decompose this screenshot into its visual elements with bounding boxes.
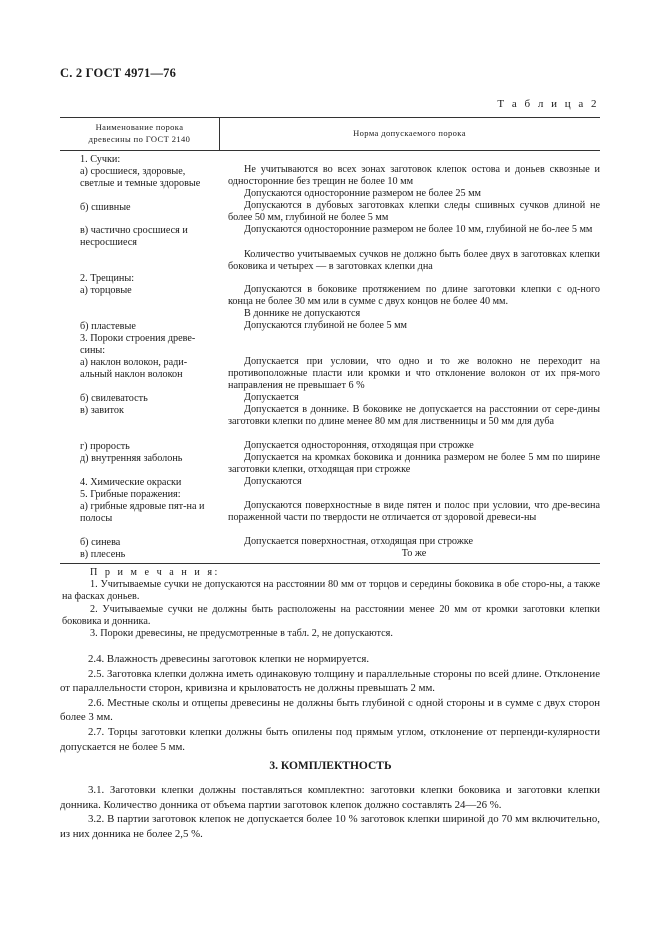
table-row-norm: В доннике не допускаются <box>244 308 361 319</box>
note-item: 1. Учитываемые сучки не допускаются на расстоянии 80 мм от торцов и середины боковика в обе сторо-ны, а также на фасках доньев. <box>62 579 600 603</box>
table-row-norm: Допускаются глубиной не более 5 мм <box>244 320 407 331</box>
note-item: 3. Пороки древесины, не предусмотренные в табл. 2, не допускаются. <box>90 628 393 640</box>
table-col2-header: Норма допускаемого порока <box>353 128 466 138</box>
table-row-label: б) синева <box>80 537 121 548</box>
table-header-rule <box>60 150 600 151</box>
table-row-norm: Допускаются односторонние размером не более 25 мм <box>244 188 481 199</box>
table-row-norm: Допускаются односторонние размером не более 10 мм, глубиной не бо-лее 5 мм <box>244 224 593 235</box>
table-top-rule <box>60 117 600 118</box>
table-row-label: а) торцовые <box>80 285 132 296</box>
table-row-norm: Допускается поверхностная, отходящая при строжке <box>244 536 474 547</box>
section-heading: 3. КОМПЛЕКТНОСТЬ <box>269 760 392 772</box>
table-row-label: г) прорость <box>80 441 130 452</box>
table-row-norm: Допускается при условии, что одно и то же волокно не переходит на противоположные пласти или кромки и что отклонение волокон от их пря-мого направления не превышает 6 % <box>228 356 600 391</box>
table-row-norm: Допускается в доннике. В боковике не допускается на расстоянии от сере-дины заготовки клепки по длине менее 80 мм для лиственницы и 50 мм для дуба <box>228 404 600 427</box>
table-row-label: д) внутренняя заболонь <box>80 453 183 464</box>
table-row-label: 3. Пороки строения древе-сины: <box>80 333 196 356</box>
table-row-norm: То же <box>401 548 427 559</box>
notes-block <box>62 567 600 640</box>
paragraph-3-1: 3.1. Заготовки клепки должны поставляться комплектно: заготовки клепки боковика и заготовки клепки донника. Количество донника от объема партии заготовок клепок должно составлять 24—26 %. <box>60 784 600 811</box>
page-title: С. 2 ГОСТ 4971—76 <box>60 66 177 80</box>
table-col1-header: Наименование порока древесины по ГОСТ 2140 <box>88 122 191 144</box>
table-row-norm: Допускается <box>244 392 299 403</box>
paragraph-2-7: 2.7. Торцы заготовки клепки должны быть опилены под прямым углом, отклонение от перпенди-кулярности допускается не более 5 мм. <box>60 725 600 753</box>
table-row-label: в) частично сросшиеся и несросшиеся <box>80 225 188 248</box>
paragraph-2-4: 2.4. Влажность древесины заготовок клепки не нормируется. <box>88 653 370 665</box>
table-row-label: в) плесень <box>80 549 126 560</box>
table-row-norm: Допускается односторонняя, отходящая при строжке <box>244 440 474 451</box>
table-row-label: а) грибные ядровые пят-на и полосы <box>80 501 205 524</box>
table-row-label: 2. Трещины: <box>80 273 135 284</box>
table-row-label: 5. Грибные поражения: <box>80 489 181 500</box>
table-row-label: б) свилеватость <box>80 393 148 404</box>
table-row-label: а) сросшиеся, здоровые, светлые и темные здоровые <box>80 166 201 189</box>
paragraphs-section-2 <box>60 652 600 754</box>
paragraphs-section-3 <box>60 783 600 841</box>
table-row-norm: Допускаются <box>244 476 302 487</box>
table-row-label: б) пластевые <box>80 321 136 332</box>
table-row-norm: Количество учитываемых сучков не должно быть более двух в заготовках клепки боковика и четырех — в заготовках клепки дна <box>228 249 600 272</box>
table-row-norm: Допускаются поверхностные в виде пятен и полос при условии, что дре-весина пораженной части по твердости не отличается от здоровой древеси-ны <box>228 500 600 523</box>
paragraph-3-2: 3.2. В партии заготовок клепок не допускается более 10 % заготовок клепки шириной до 70 мм включительно, из них донника не более 2,5 %. <box>60 813 600 840</box>
note-item: 2. Учитываемые сучки не должны быть расположены на расстоянии менее 20 мм от кромки заготовки клепки боковика и донника. <box>62 603 600 627</box>
table-row-label: в) завиток <box>80 405 124 416</box>
table-bottom-rule <box>60 563 600 564</box>
table-row-label: а) наклон волокон, ради-альный наклон волокон <box>80 357 188 380</box>
table-label: Т а б л и ц а 2 <box>497 98 599 110</box>
paragraph-2-5: 2.5. Заготовка клепки должна иметь одинаковую толщину и параллельные стороны по всей длине. Отклонение от параллельности сторон, кривизна и крыловатость не должны превышать 2 мм. <box>60 667 600 695</box>
table-row-norm: Допускаются в боковике протяжением по длине заготовки клепки с од-ного конца не более 30 мм или в сумме с двух концов не более 40 мм. <box>228 284 600 307</box>
notes-title: П р и м е ч а н и я: <box>90 567 220 578</box>
table-row-norm: Не учитываются во всех зонах заготовок клепок остова и доньев сквозные и односторонние без трещин не более 10 мм <box>228 164 600 187</box>
table-row-label: 4. Химические окраски <box>80 477 182 488</box>
table-row-norm: Допускается на кромках боковика и донника размером не более 5 мм по ширине заготовки клепки, отходящая при строжке <box>228 452 600 475</box>
table-row-norm: Допускаются в дубовых заготовках клепки следы сшивных сучков длиной не более 50 мм, глубиной не более 5 мм <box>228 200 600 223</box>
table-row-label: б) сшивные <box>80 202 131 213</box>
table-row-label: 1. Сучки: <box>80 154 121 165</box>
paragraph-2-6: 2.6. Местные сколы и отщепы древесины не должны быть глубиной с одной стороны и в сумме с двух сторон более 3 мм. <box>60 696 600 724</box>
